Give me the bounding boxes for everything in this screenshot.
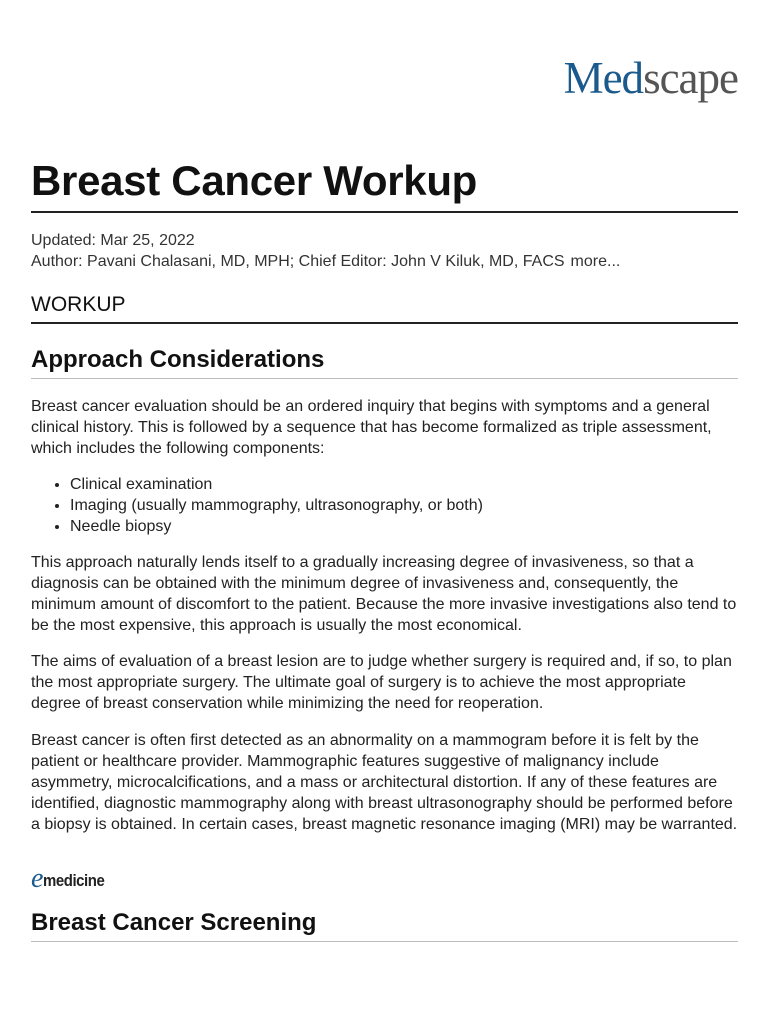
approach-paragraph-3-block: [31, 651, 738, 714]
author-text: Author: Pavani Chalasani, MD, MPH; Chief Editor: John V Kiluk, MD, FACS: [31, 253, 565, 270]
approach-intro: Breast cancer evaluation should be an ordered inquiry that begins with symptoms and a general clinical history. This is followed by a sequence that has become formalized as triple assessment, which includes the following components:: [31, 398, 712, 457]
approach-heading-divider: [31, 378, 738, 379]
approach-intro-block: [31, 396, 738, 459]
list-item: • Imaging (usually mammography, ultrasonography, or both): [70, 495, 738, 516]
title-divider: [31, 211, 738, 213]
screening-heading-divider: [31, 941, 738, 942]
approach-paragraph-4-block: [31, 730, 738, 835]
page-header: [31, 0, 738, 150]
medscape-logo[interactable]: [563, 53, 738, 103]
article-page: [31, 0, 738, 936]
section-label: WORKUP: [31, 293, 126, 316]
screening-heading: Breast Cancer Screening: [31, 909, 317, 936]
approach-paragraph-4: Breast cancer is often first detected as an abnormality on a mammogram before it is felt by the patient or healthcare provider. Mammographic features suggestive of malignancy include asymmetry, microcalcifications, and a mass or architectural distortion. If any of these features are identified, diagnostic mammography along with breast ultrasonography should be performed before a biopsy is obtained. In certain cases, breast magnetic resonance imaging (MRI) may be warranted.: [31, 732, 738, 833]
article-meta: [31, 230, 620, 272]
list-item: • Needle biopsy: [70, 516, 738, 537]
approach-paragraph-2: This approach naturally lends itself to a gradually increasing degree of invasiveness, so that a diagnosis can be obtained with the minimum degree of invasiveness and, consequently, the minimum amount of discomfort to the patient. Because the more invasive investigations also tend to be the most expensive, this approach is usually the most economical.: [31, 554, 737, 634]
logo-med-text: Med: [563, 53, 644, 103]
list-item: • Clinical examination: [70, 474, 738, 495]
section-divider: [31, 322, 738, 324]
page-title: Breast Cancer Workup: [31, 157, 478, 204]
more-authors-link[interactable]: more...: [570, 253, 621, 270]
author-line: [31, 251, 620, 272]
emedicine-logo-word: medicine: [43, 871, 105, 890]
approach-heading: Approach Considerations: [31, 346, 325, 373]
emedicine-logo-e: e: [31, 863, 44, 894]
updated-date: Updated: Mar 25, 2022: [31, 232, 195, 249]
approach-paragraph-3: The aims of evaluation of a breast lesion are to judge whether surgery is required and, if so, to plan the most appropriate surgery. The ultimate goal of surgery is to achieve the most appropriate degree of breast conservation while minimizing the need for reoperation.: [31, 653, 732, 712]
approach-paragraph-2-block: [31, 552, 738, 636]
emedicine-logo: [31, 863, 113, 894]
components-list: [31, 474, 738, 537]
components-list-block: [31, 474, 738, 537]
logo-scape-text: scape: [643, 53, 738, 103]
